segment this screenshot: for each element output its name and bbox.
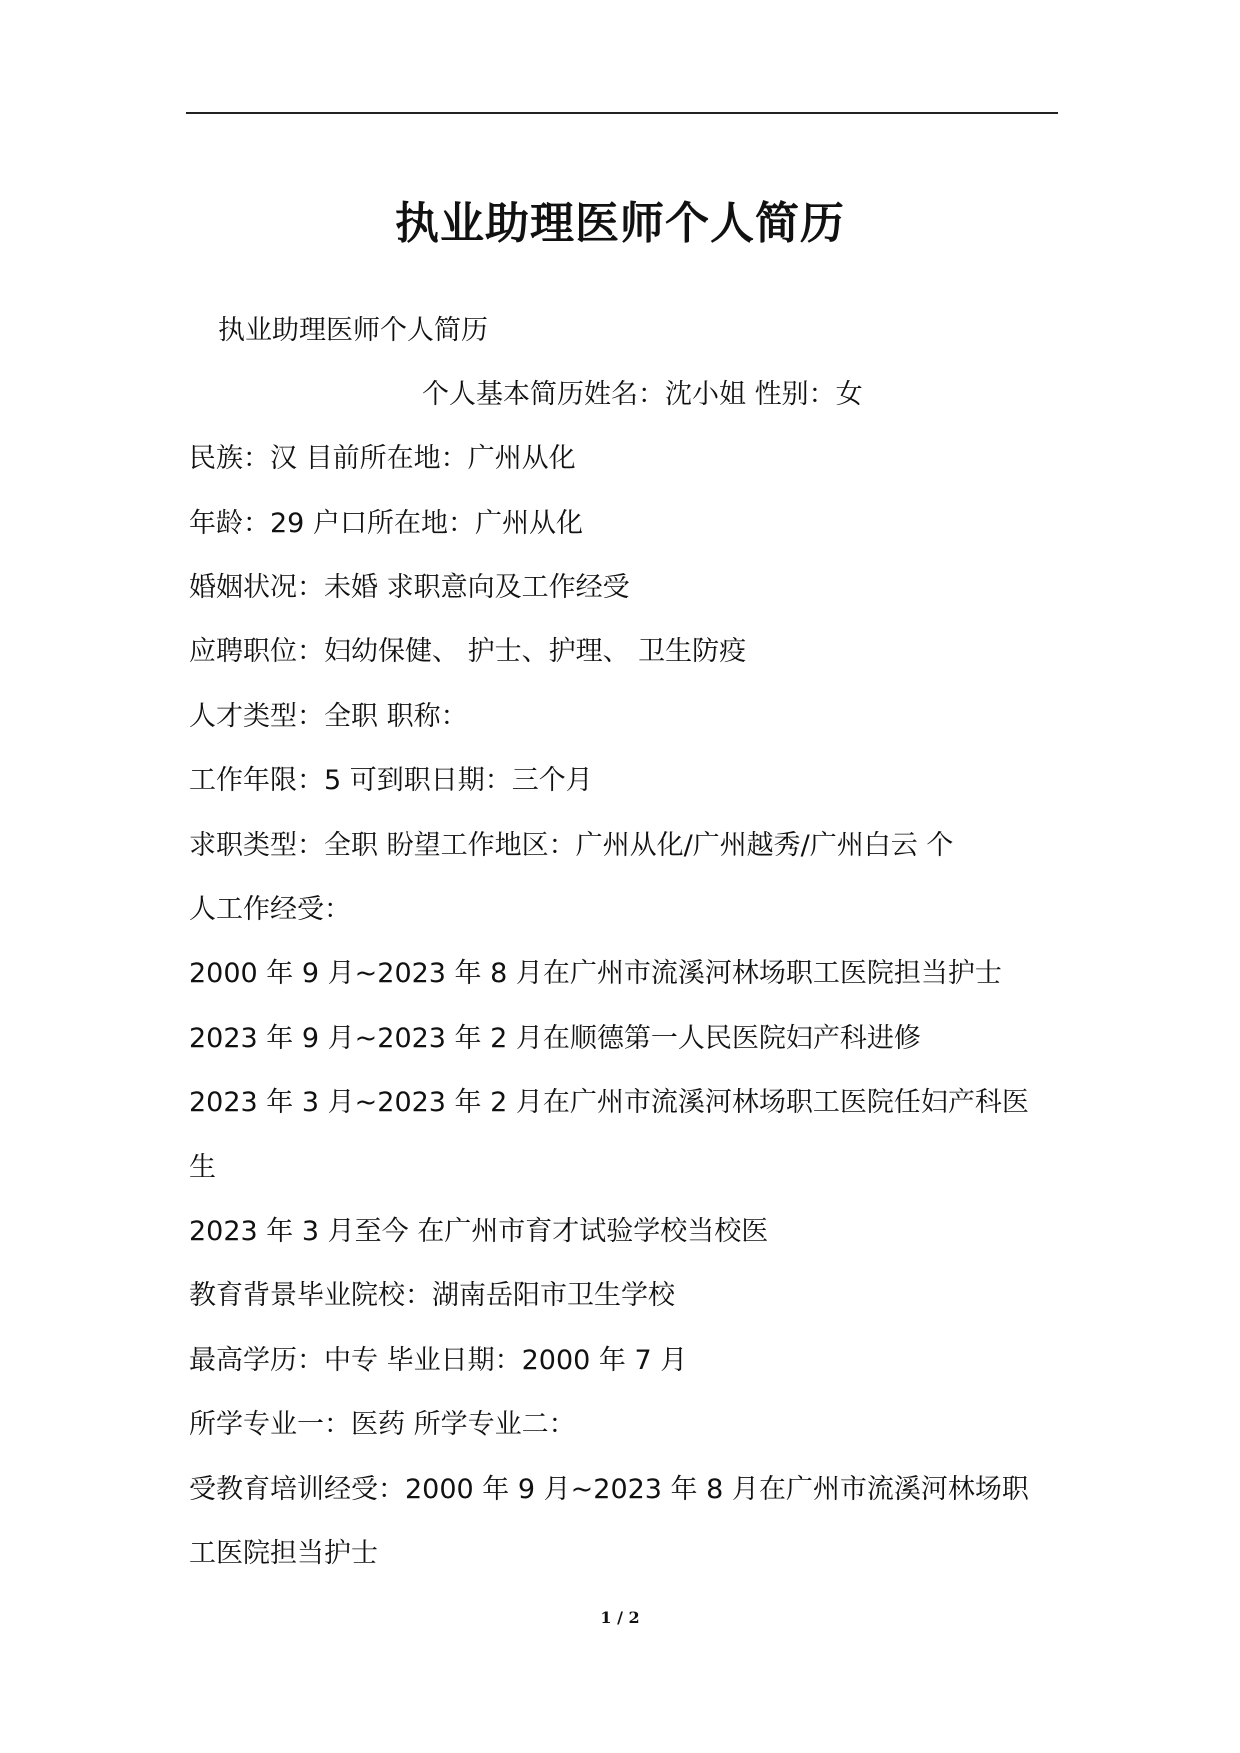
page-number: 1 / 2: [600, 1608, 640, 1627]
education-degree: 最高学历：中专 毕业日期：2000 年 7 月: [189, 1345, 688, 1376]
education-majors: 所学专业一：医药 所学专业二：: [189, 1409, 576, 1440]
experience-item-1: 2000 年 9 月~2023 年 8 月在广州市流溪河林场职工医院担当护士: [189, 958, 1002, 989]
talent-type: 人才类型：全职 职称：: [189, 701, 468, 732]
marital-status: 婚姻状况：未婚 求职意向及工作经受: [189, 572, 630, 603]
resume-subtitle: 执业助理医师个人简历: [218, 315, 488, 346]
ethnicity-location: 民族：汉 目前所在地：广州从化: [189, 443, 576, 474]
training-experience-cont: 工医院担当护士: [189, 1538, 378, 1569]
experience-item-2: 2023 年 9 月~2023 年 2 月在顺德第一人民医院妇产科进修: [189, 1023, 921, 1054]
header-rule: [186, 112, 1058, 114]
experience-item-4: 2023 年 3 月至今 在广州市育才试验学校当校医: [189, 1216, 769, 1247]
work-years: 工作年限：5 可到职日期：三个月: [189, 765, 593, 796]
training-experience: 受教育培训经受：2000 年 9 月~2023 年 8 月在广州市流溪河林场职: [189, 1474, 1029, 1505]
age-household: 年龄：29 户口所在地：广州从化: [189, 508, 583, 539]
work-experience-heading: 人工作经受：: [189, 894, 351, 925]
document-title: 执业助理医师个人简历: [395, 198, 845, 249]
experience-item-3: 2023 年 3 月~2023 年 2 月在广州市流溪河林场职工医院任妇产科医: [189, 1087, 1029, 1118]
experience-item-3-cont: 生: [189, 1152, 216, 1183]
education-school: 教育背景毕业院校：湖南岳阳市卫生学校: [189, 1280, 675, 1311]
applied-positions: 应聘职位：妇幼保健、 护士、护理、 卫生防疫: [189, 636, 747, 667]
job-type-regions: 求职类型：全职 盼望工作地区：广州从化/广州越秀/广州白云 个: [189, 830, 954, 861]
basic-info-name-gender: 个人基本简历姓名：沈小姐 性别：女: [422, 379, 863, 410]
